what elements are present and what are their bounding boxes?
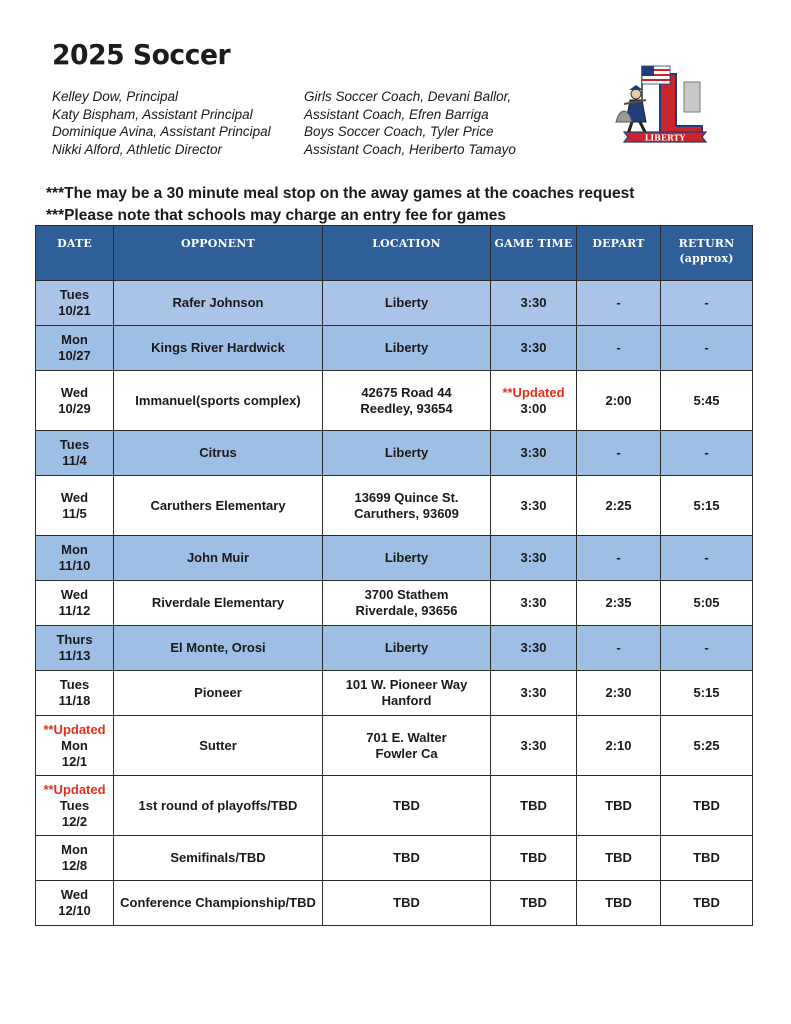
game-day: Mon xyxy=(61,737,88,753)
date-cell xyxy=(36,431,114,476)
return-cell: TBD xyxy=(661,836,753,881)
time-cell xyxy=(491,326,577,371)
game-time: TBD xyxy=(520,850,547,865)
location-line: TBD xyxy=(393,850,420,865)
game-day: Wed xyxy=(60,384,89,400)
date-cell xyxy=(36,536,114,581)
staff-line: Boys Soccer Coach, Tyler Price xyxy=(304,124,494,139)
game-time: 3:00 xyxy=(520,400,547,416)
opponent-cell: Riverdale Elementary xyxy=(114,581,323,626)
opponent-cell: El Monte, Orosi xyxy=(114,626,323,671)
location-cell xyxy=(323,626,491,671)
note-line: ***Please note that schools may charge an entry fee for games xyxy=(46,207,507,224)
date-cell xyxy=(36,281,114,326)
location-line: TBD xyxy=(393,895,420,910)
opponent-cell: Semifinals/TBD xyxy=(114,836,323,881)
game-time: 3:30 xyxy=(520,497,547,513)
administration-list xyxy=(52,88,271,158)
date-cell xyxy=(36,776,114,836)
game-day: Mon xyxy=(61,842,88,857)
date-cell xyxy=(36,371,114,431)
location-line: Hanford xyxy=(381,693,432,708)
game-day: Thurs xyxy=(56,632,93,647)
time-cell xyxy=(491,431,577,476)
game-time: 3:30 xyxy=(520,445,547,460)
game-date: 12/8 xyxy=(61,858,88,873)
game-time: 3:30 xyxy=(520,737,547,753)
schedule-row xyxy=(36,626,753,671)
game-day: Tues xyxy=(59,677,90,692)
game-date: 10/21 xyxy=(58,303,91,318)
location-cell xyxy=(323,476,491,536)
col-header-opponent: OPPONENT xyxy=(114,226,323,281)
depart-cell: - xyxy=(577,431,661,476)
location-cell xyxy=(323,881,491,926)
location-line: Liberty xyxy=(384,640,429,655)
schedule-row xyxy=(36,836,753,881)
schedule-row xyxy=(36,431,753,476)
depart-cell: - xyxy=(577,281,661,326)
col-header-game-time: GAME TIME xyxy=(491,226,577,281)
opponent-cell: John Muir xyxy=(114,536,323,581)
location-line: 701 E. Walter xyxy=(366,729,447,745)
location-cell xyxy=(323,776,491,836)
return-cell: TBD xyxy=(661,776,753,836)
depart-cell: TBD xyxy=(577,776,661,836)
game-time: 3:30 xyxy=(520,595,547,610)
game-day: Tues xyxy=(59,797,90,813)
location-cell xyxy=(323,536,491,581)
schedule-row xyxy=(36,671,753,716)
date-cell xyxy=(36,626,114,671)
date-cell xyxy=(36,836,114,881)
schedule-row xyxy=(36,581,753,626)
game-date: 11/4 xyxy=(62,453,87,468)
time-cell xyxy=(491,716,577,776)
opponent-cell: Rafer Johnson xyxy=(114,281,323,326)
col-header-date: DATE xyxy=(36,226,114,281)
liberty-logo xyxy=(614,60,714,150)
game-date: 11/5 xyxy=(62,505,87,521)
location-line: Riverdale, 93656 xyxy=(355,603,458,618)
location-line: Liberty xyxy=(384,550,429,565)
depart-cell: 2:25 xyxy=(577,476,661,536)
time-cell xyxy=(491,671,577,716)
time-cell xyxy=(491,371,577,431)
game-date: 12/10 xyxy=(58,903,91,918)
staff-line: Katy Bispham, Assistant Principal xyxy=(52,106,253,122)
col-header-return xyxy=(661,226,753,281)
game-time: TBD xyxy=(520,895,547,910)
return-cell: 5:15 xyxy=(661,476,753,536)
return-cell: - xyxy=(661,626,753,671)
staff-line: Kelley Dow, Principal xyxy=(52,89,179,104)
return-label: RETURN xyxy=(678,237,735,250)
updated-flag: **Updated xyxy=(43,781,106,797)
game-date: 12/1 xyxy=(61,753,88,769)
schedule-body xyxy=(36,281,753,926)
location-line: TBD xyxy=(393,797,420,813)
location-line: Caruthers, 93609 xyxy=(354,505,459,521)
location-cell xyxy=(323,671,491,716)
location-cell xyxy=(323,836,491,881)
game-time: 3:30 xyxy=(520,340,547,355)
game-day: Wed xyxy=(60,489,89,505)
location-line: Reedley, 93654 xyxy=(360,400,453,416)
return-cell: TBD xyxy=(661,881,753,926)
opponent-cell: Caruthers Elementary xyxy=(114,476,323,536)
game-time: 3:30 xyxy=(520,295,547,310)
opponent-cell: 1st round of playoffs/TBD xyxy=(114,776,323,836)
header-row xyxy=(36,226,753,281)
game-date: 11/12 xyxy=(58,603,91,618)
depart-cell: - xyxy=(577,626,661,671)
game-day: Wed xyxy=(60,887,89,902)
date-cell xyxy=(36,671,114,716)
time-cell xyxy=(491,626,577,671)
opponent-cell: Pioneer xyxy=(114,671,323,716)
depart-cell: 2:35 xyxy=(577,581,661,626)
location-cell xyxy=(323,371,491,431)
depart-cell: 2:10 xyxy=(577,716,661,776)
depart-cell: - xyxy=(577,326,661,371)
schedule-row xyxy=(36,281,753,326)
schedule-row xyxy=(36,536,753,581)
return-cell: 5:15 xyxy=(661,671,753,716)
game-date: 11/13 xyxy=(58,648,91,663)
date-cell xyxy=(36,716,114,776)
return-approx-label: (approx) xyxy=(679,252,734,265)
location-cell xyxy=(323,326,491,371)
time-cell xyxy=(491,536,577,581)
game-date: 10/29 xyxy=(58,400,91,416)
logo-banner-text: LIBERTY xyxy=(644,132,686,143)
schedule-row xyxy=(36,371,753,431)
location-cell xyxy=(323,581,491,626)
game-time: 3:30 xyxy=(520,550,547,565)
location-line: 42675 Road 44 xyxy=(361,384,452,400)
col-header-depart: DEPART xyxy=(577,226,661,281)
staff-line: Assistant Coach, Heriberto Tamayo xyxy=(304,141,516,157)
staff-line: Dominique Avina, Assistant Principal xyxy=(52,124,271,139)
location-line: 3700 Stathem xyxy=(364,587,449,602)
return-cell: 5:25 xyxy=(661,716,753,776)
updated-flag: **Updated xyxy=(43,721,106,737)
staff-line: Nikki Alford, Athletic Director xyxy=(52,141,223,157)
return-cell: - xyxy=(661,281,753,326)
location-line: 13699 Quince St. xyxy=(354,489,459,505)
location-line: Fowler Ca xyxy=(375,745,438,761)
time-cell xyxy=(491,881,577,926)
game-time: TBD xyxy=(520,797,547,813)
game-date: 11/10 xyxy=(58,558,91,573)
return-cell: - xyxy=(661,431,753,476)
opponent-cell: Immanuel(sports complex) xyxy=(114,371,323,431)
opponent-cell: Citrus xyxy=(114,431,323,476)
return-cell: 5:05 xyxy=(661,581,753,626)
time-cell xyxy=(491,476,577,536)
time-cell xyxy=(491,776,577,836)
opponent-cell: Kings River Hardwick xyxy=(114,326,323,371)
opponent-cell: Sutter xyxy=(114,716,323,776)
depart-cell: TBD xyxy=(577,881,661,926)
notes xyxy=(46,183,634,227)
game-date: 11/18 xyxy=(58,693,91,708)
game-date: 10/27 xyxy=(58,348,91,363)
date-cell xyxy=(36,476,114,536)
schedule-row xyxy=(36,881,753,926)
depart-cell: - xyxy=(577,536,661,581)
game-time: 3:30 xyxy=(520,640,547,655)
game-day: Tues xyxy=(59,287,90,302)
schedule-row xyxy=(36,326,753,371)
schedule-row xyxy=(36,476,753,536)
return-cell: 5:45 xyxy=(661,371,753,431)
schedule-table xyxy=(35,225,753,926)
location-line: 101 W. Pioneer Way xyxy=(345,677,468,692)
location-cell xyxy=(323,431,491,476)
date-cell xyxy=(36,581,114,626)
game-day: Mon xyxy=(61,542,88,557)
location-cell xyxy=(323,281,491,326)
staff-line: Girls Soccer Coach, Devani Ballor, xyxy=(304,89,512,104)
location-line: Liberty xyxy=(384,295,429,310)
time-cell xyxy=(491,281,577,326)
page-title: 2025 Soccer xyxy=(52,38,231,71)
game-date: 12/2 xyxy=(61,813,88,829)
game-day: Tues xyxy=(59,437,90,452)
schedule-row xyxy=(36,776,753,836)
game-day: Mon xyxy=(61,332,88,347)
depart-cell: 2:00 xyxy=(577,371,661,431)
staff-line: Assistant Coach, Efren Barriga xyxy=(304,106,489,122)
return-cell: - xyxy=(661,326,753,371)
time-cell xyxy=(491,581,577,626)
game-time: 3:30 xyxy=(520,685,547,700)
time-updated-flag: **Updated xyxy=(502,384,565,400)
opponent-cell: Conference Championship/TBD xyxy=(114,881,323,926)
depart-cell: 2:30 xyxy=(577,671,661,716)
date-cell xyxy=(36,881,114,926)
col-header-location: LOCATION xyxy=(323,226,491,281)
note-line: ***The may be a 30 minute meal stop on the away games at the coaches request xyxy=(46,185,635,202)
schedule-row xyxy=(36,716,753,776)
location-line: Liberty xyxy=(384,340,429,355)
coaches-list xyxy=(304,88,516,158)
depart-cell: TBD xyxy=(577,836,661,881)
location-cell xyxy=(323,716,491,776)
game-day: Wed xyxy=(60,587,89,602)
date-cell xyxy=(36,326,114,371)
return-cell: - xyxy=(661,536,753,581)
location-line: Liberty xyxy=(384,445,429,460)
time-cell xyxy=(491,836,577,881)
